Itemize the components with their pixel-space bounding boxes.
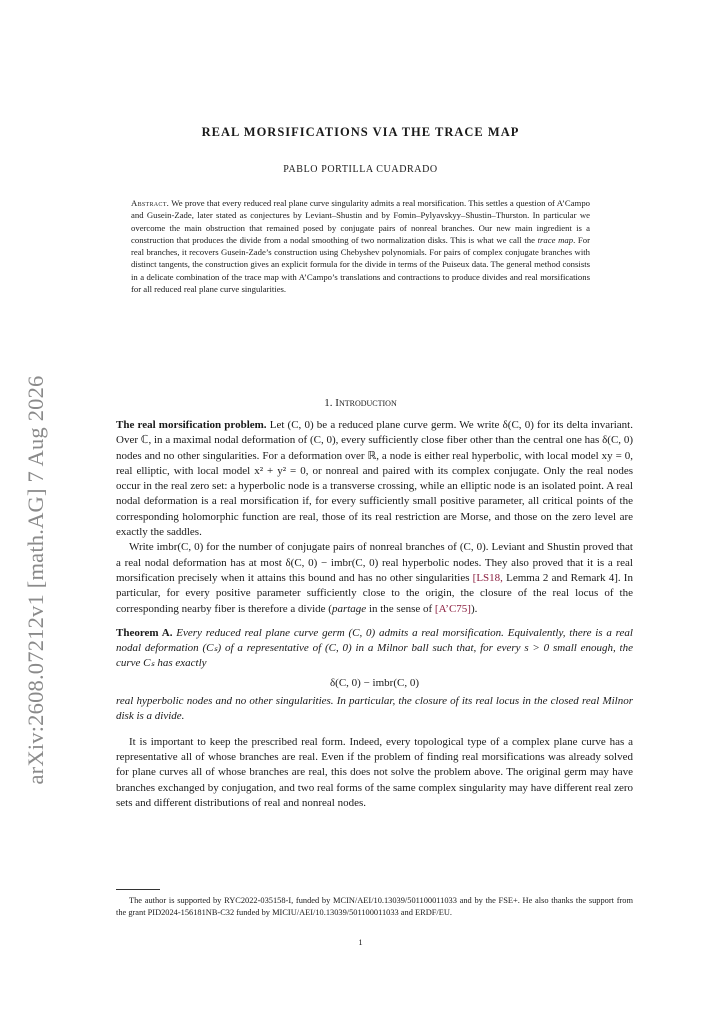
intro-paragraph-2-text-2: Lemma 2 and Remark 4]. In particular, for every positive parameter sufficiently close to the origin, the closure of the real locus of the corresponding nearby fiber is therefore a divide ( [116, 571, 633, 615]
section-title: Introduction [335, 397, 397, 409]
abstract [131, 197, 590, 295]
section-heading [0, 397, 721, 409]
intro-paragraph-3: It is important to keep the prescribed real form. Indeed, every topological type of a complex plane curve has a representative all of whose branches are real. Even if the problem of finding real morsifications was already solved for plane curves all of whose branches are real, this does not solve the problem above. The original germ may have branches exchanged by conjugation, and two real forms of the same complex singularity may have different real zero sets and different distributions of real and nonreal nodes. [116, 735, 633, 809]
intro-paragraph-2-text-3: in the sense of [366, 602, 435, 615]
page-number: 1 [358, 937, 363, 947]
citation-acampo75[interactable]: [A’C75] [434, 602, 471, 615]
footnote-rule [116, 889, 160, 890]
display-formula: δ(C, 0) − imbr(C, 0) [330, 676, 419, 689]
theorem-label: Theorem A. [116, 626, 173, 639]
abstract-text-2: . For real branches, it recovers Gusein-Zade’s construction using Chebyshev polynomials. For pairs of complex conjugate branches with distinct tangents, the construction gives an explicit formula for the divide in terms of the Puiseux data. The general method consists in a delicate combination of the trace map with A’Campo’s translations and contractions to produce divides and real morsifications for all reduced real plane curve singularities. [131, 234, 590, 295]
paragraph-heading: The real morsification problem. [116, 419, 267, 431]
intro-paragraph-2-emphasis: partage [331, 602, 367, 615]
intro-paragraph-1 [116, 418, 633, 540]
section-number: 1. [324, 397, 333, 409]
abstract-emphasis: trace map [537, 234, 574, 245]
intro-paragraph-1-text: Let (C, 0) be a reduced plane curve germ. We write δ(C, 0) for its delta invariant. Over ℂ, in a maximal nodal deformation of (C, 0), every sufficiently close fiber other than the central one has δ(C, 0) nodes and no other singularities. For a deformation over ℝ, a node is either real hyperbolic, with local model xy = 0, real elliptic, with local model x² + y² = 0, or nonreal and paired with its complex conjugate. Only the real nodes occur in the real zero set: a hyperbolic node is a transverse crossing, while an elliptic node is an isolated point. A real nodal deformation is a real morsification if, for every sufficiently small positive parameter, all critical points of the corresponding holomorphic function are real, those of its real restriction are Morse, and those on the zero level are exactly the saddles. [116, 419, 633, 539]
abstract-label: Abstract. [131, 198, 170, 208]
paper-title: REAL MORSIFICATIONS VIA THE TRACE MAP [201, 125, 520, 139]
theorem-statement-continued: real hyperbolic nodes and no other singularities. In particular, the closure of its real locus in the closed real Milnor disk is a divide. [116, 695, 633, 723]
arxiv-identifier: arXiv:2608.07212v1 [math.AG] 7 Aug 2026 [23, 375, 48, 785]
intro-paragraph-2-text-4: ). [470, 602, 478, 615]
body-text [116, 418, 633, 811]
theorem-statement: Every reduced real plane curve germ (C, 0) admits a real morsification. Equivalently, there is a real nodal deformation (Cₛ) of a representative of (C, 0) in a Milnor ball such that, for every s > 0 small enough, the curve Cₛ has exactly [116, 626, 633, 670]
abstract-text-1: We prove that every reduced real plane curve singularity admits a real morsification. This settles a question of A’Campo and Gusein-Zade, later stated as conjectures by Leviant–Shustin and by Fomin–Pylyavskyy–Shustin–Thurston. In particular we overcome the main obstruction that remained posed by conjugate pairs of nonreal branches. Our new main ingredient is a construction that produces the divide from a nodal smoothing of two normalization disks. This is what we call the [131, 198, 591, 245]
theorem-a [116, 626, 633, 672]
intro-paragraph-2 [116, 540, 633, 616]
citation-ls18[interactable]: [LS18, [472, 571, 503, 584]
intro-paragraph-2-text-1: Write imbr(C, 0) for the number of conjugate pairs of nonreal branches of (C, 0). Leviant and Shustin proved that a real nodal deformation has at most δ(C, 0) − imbr(C, 0) real hyperbolic nodes. They also proved that it is a real morsification precisely when it attains this bound and has no other singularities [116, 541, 633, 584]
paper-author: PABLO PORTILLA CUADRADO [283, 164, 438, 175]
footnote: The author is supported by RYC2022-035158-I, funded by MCIN/AEI/10.13039/501100011033 and by the FSE+. He also thanks the support from the grant PID2024-156181NB-C32 funded by MICIU/AEI/10.13039/501100011033 and ERDF/EU. [116, 896, 633, 917]
